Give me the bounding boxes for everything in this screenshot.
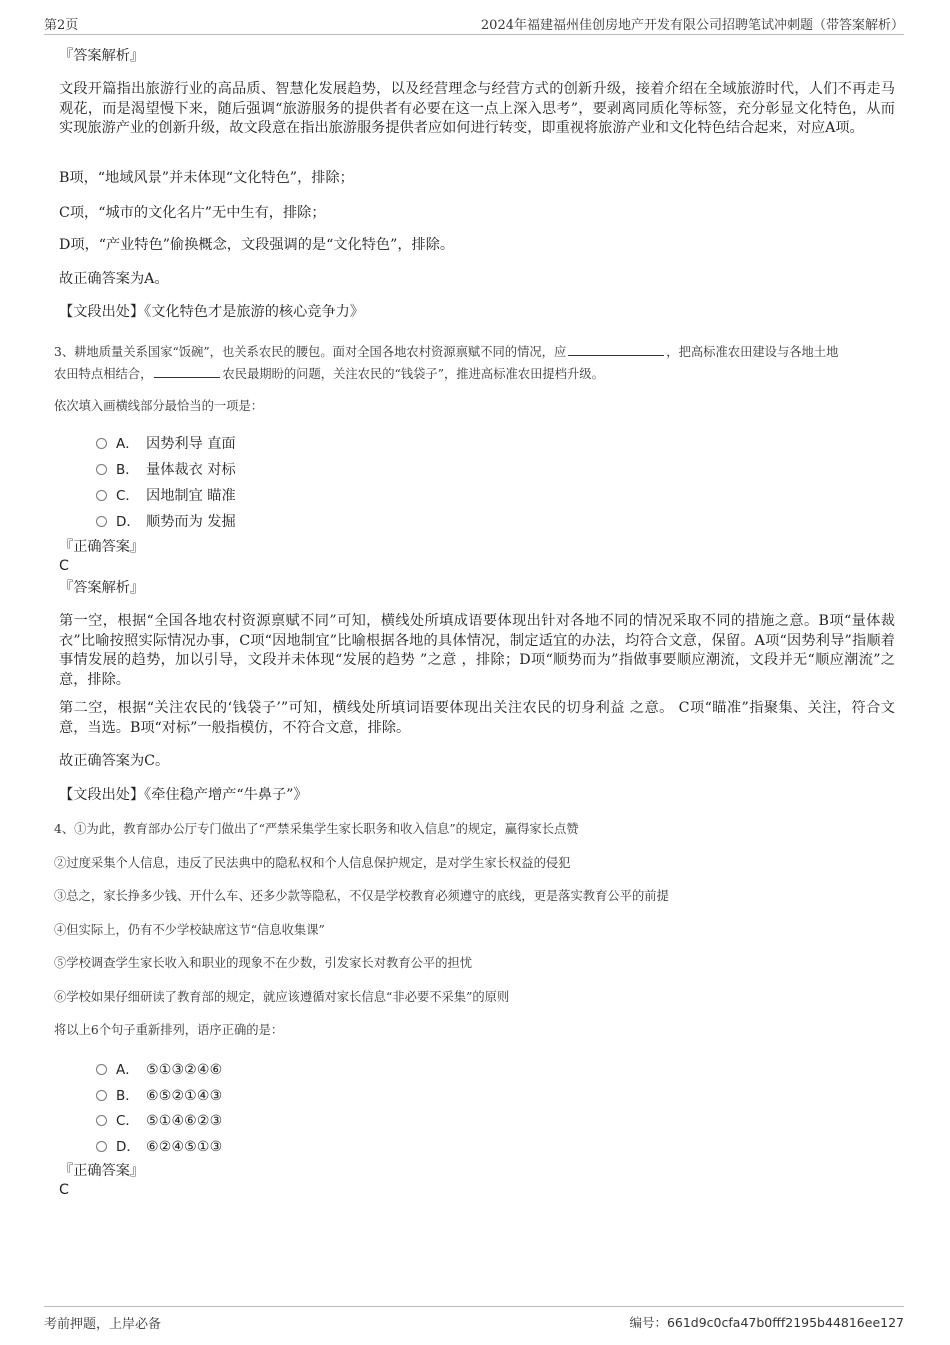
radio-icon[interactable] [96,1141,107,1152]
q4-instruction: 将以上6个句子重新排列，语序正确的是： [54,1023,284,1037]
q4-answer-heading: 『正确答案』 [59,1163,145,1179]
radio-icon[interactable] [96,1115,107,1126]
radio-icon[interactable] [96,438,107,449]
q3-stem-line1-tail: ，把高标准农田建设与各地土地 [666,345,839,359]
footer-slogan: 考前押题，上岸必备 [44,1317,162,1332]
q3-analysis-p2: 第二空，根据“关注农民的‘钱袋子’”可知，横线处所填词语要体现出关注农民的切身利益 之意。 C项“瞄准”指聚集、关注，符合文意，当选。B项“对标”一般指模仿，不符合文意，排除。 [59,700,895,736]
q2-analysis-heading: 『答案解析』 [59,48,145,64]
footer-serial: 编号：661d9c0cfa47b0fff2195b44816ee127 [629,1315,904,1330]
q4-sentence-3: ③总之，家长挣多少钱、开什么车、还多少款等隐私，不仅是学校教育必须遵守的底线，更是落实教育公平的前提 [54,889,669,903]
q4-option-d[interactable]: D． ⑥②④⑤①③ [96,1135,222,1155]
q2-analysis-p4: D项，“产业特色”偷换概念，文段强调的是“文化特色”，排除。 [59,237,455,253]
q4-option-c[interactable]: C． ⑤①④⑥②③ [96,1109,222,1129]
q2-analysis-p1: 文段开篇指出旅游行业的高品质、智慧化发展趋势，以及经营理念与经营方式的创新升级，接着介绍在全域旅游时代，人们不再走马观花，而是渴望慢下来，随后强调“旅游服务的提供者有必要在这一点上深入思考”，要剥离同质化等标签，充分彰显文化特色，从而实现旅游产业的创新升级，故文段意在指出旅游服务提供者应如何进行转变，即重视将旅游产业和文化特色结合起来，对应A项。 [59,81,895,136]
q3-stem-line2-tail: 农民最期盼的问题，关注农民的“钱袋子”，推进高标准农田提档升级。 [222,367,604,381]
q2-analysis-p2: B项，“地域风景”并未体现“文化特色”，排除； [59,170,354,186]
q4-sentence-1: 4、①为此，教育部办公厅专门做出了“严禁采集学生家长职务和收入信息”的规定，赢得家长点赞 [54,822,579,836]
q4-sentence-2: ②过度采集个人信息，违反了民法典中的隐私权和个人信息保护规定，是对学生家长权益的侵犯 [54,856,571,870]
radio-icon[interactable] [96,516,107,527]
radio-icon[interactable] [96,464,107,475]
q3-answer-heading: 『正确答案』 [59,539,145,555]
q3-blank-1 [568,342,664,356]
q3-option-d[interactable]: D． 顺势而为 发掘 [96,510,236,530]
q3-option-a[interactable]: A． 因势利导 直面 [96,432,236,452]
q3-analysis-p1: 第一空，根据“全国各地农村资源禀赋不同”可知，横线处所填成语要体现出针对各地不同的情况采取不同的措施之意。B项“量体裁衣”比喻按照实际情况办事，C项“因地制宜”比喻根据各地的具体情况，制定适宜的办法，均符合文意，保留。A项“因势利导”指顺着事情发展的趋势，加以引导，文段并未体现“发展的趋势 ”之意 ，排除；D项“顺势而为”指做事要顺应潮流，文段并无“顺应潮流”之意，排除。 [59,613,895,688]
q3-analysis-heading: 『答案解析』 [59,580,145,596]
radio-icon[interactable] [96,1064,107,1075]
q2-source: 【文段出处】《文化特色才是旅游的核心竞争力》 [59,304,365,320]
q3-blank-2 [154,364,220,378]
q3-source: 【文段出处】《牵住稳产增产“牛鼻子”》 [59,787,308,803]
page-number: 第2页 [44,18,79,33]
q4-answer: C [59,1182,69,1198]
q2-conclusion: 故正确答案为A。 [59,271,169,287]
page-footer [44,1306,904,1331]
q2-analysis-p3: C项，“城市的文化名片”无中生有，排除； [59,205,326,221]
q4-sentence-4: ④但实际上，仍有不少学校缺席这节“信息收集课” [54,923,325,937]
q3-option-b[interactable]: B． 量体裁衣 对标 [96,458,236,478]
q3-stem [54,341,902,385]
q4-option-b[interactable]: B． ⑥⑤②①④③ [96,1084,222,1104]
q4-option-a[interactable]: A． ⑤①③②④⑥ [96,1058,222,1078]
document-title: 2024年福建福州佳创房地产开发有限公司招聘笔试冲刺题（带答案解析） [480,18,904,33]
radio-icon[interactable] [96,490,107,501]
q3-stem-line1: 3、耕地质量关系国家“饭碗”，也关系农民的腰包。面对全国各地农村资源禀赋不同的情况，应 [54,345,567,359]
q3-instruction: 依次填入画横线部分最恰当的一项是： [54,399,264,413]
q4-sentence-6: ⑥学校如果仔细研读了教育部的规定，就应该遵循对家长信息“非必要不采集”的原则 [54,990,510,1004]
radio-icon[interactable] [96,1090,107,1101]
page-header [44,14,904,35]
q3-option-c[interactable]: C． 因地制宜 瞄准 [96,484,236,504]
q3-conclusion: 故正确答案为C。 [59,753,170,769]
q3-stem-line2-head: 农田特点相结合， [54,367,153,381]
q4-sentence-5: ⑤学校调查学生家长收入和职业的现象不在少数，引发家长对教育公平的担忧 [54,956,473,970]
q3-answer: C [59,558,69,574]
